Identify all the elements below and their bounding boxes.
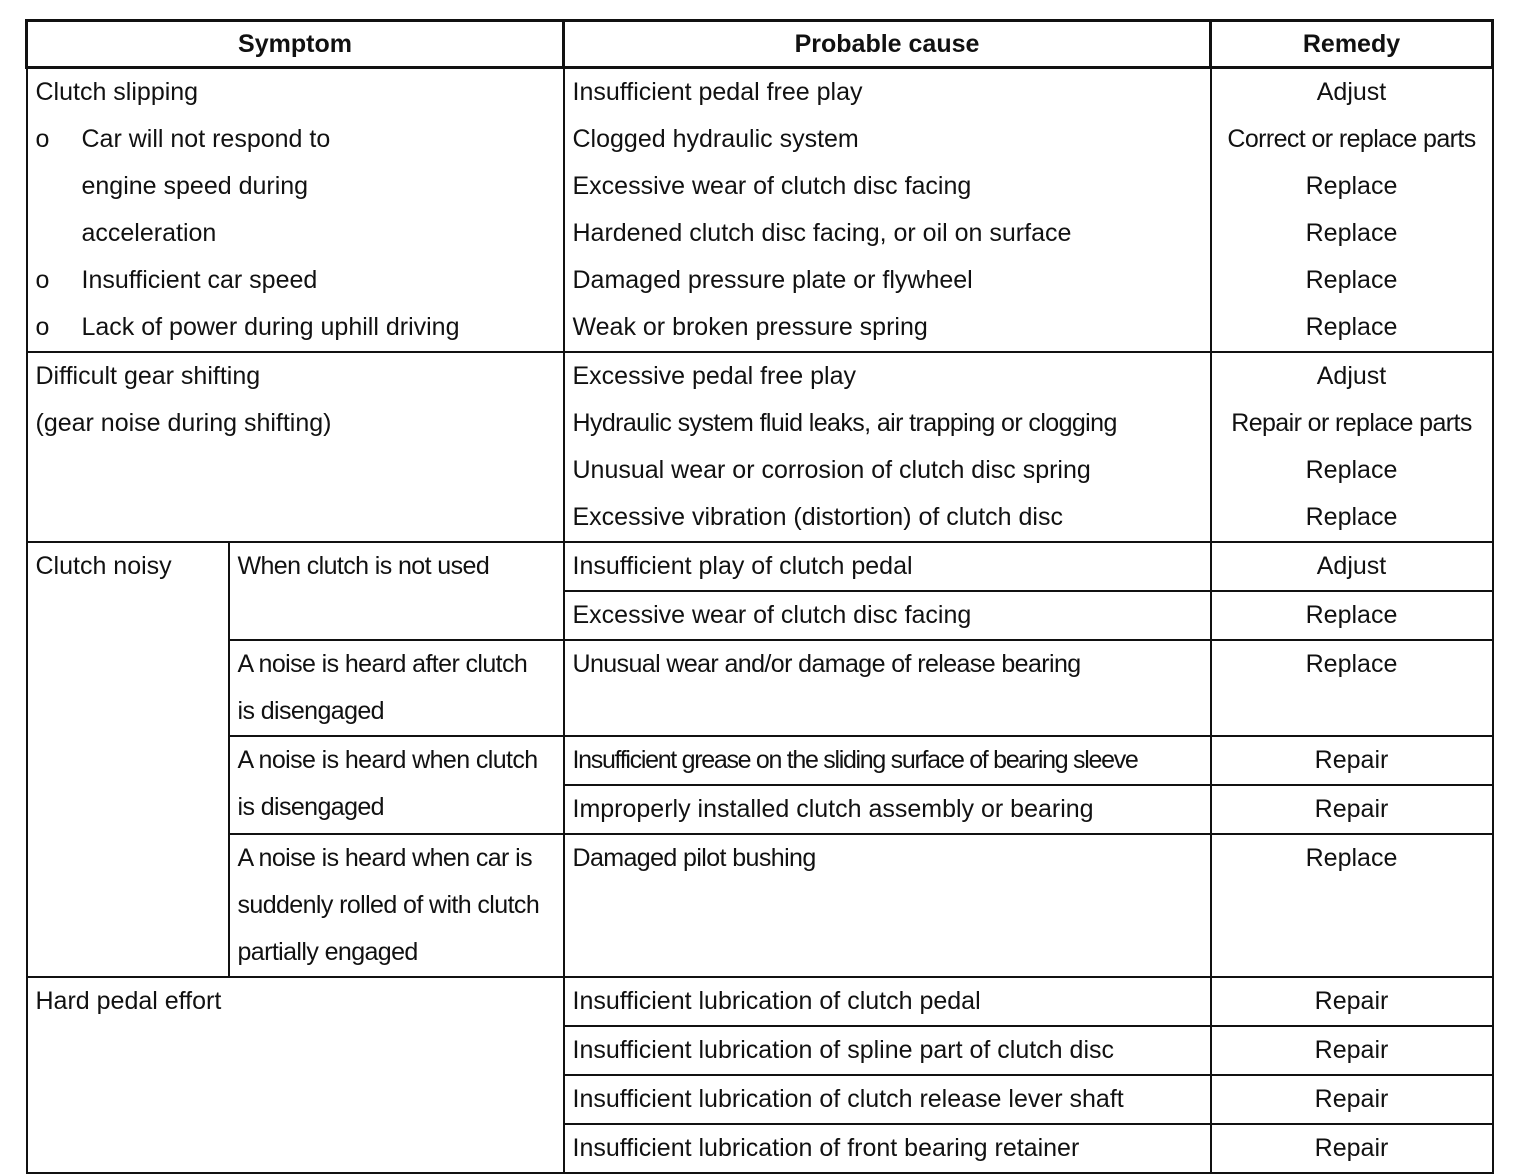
troubleshooting-table: [25, 19, 1494, 1174]
header-remedy: Remedy: [1211, 21, 1493, 68]
symptom-bullet: [36, 304, 555, 351]
cause-cell: Clogged hydraulic system: [564, 116, 1211, 163]
remedy-cell: Replace: [1211, 640, 1493, 736]
symptom-title: Hard pedal effort: [35, 987, 222, 1015]
remedy-cell: Replace: [1211, 494, 1493, 542]
symptom-bullet: [36, 257, 555, 304]
remedy-cell: Replace: [1211, 834, 1493, 977]
cause-cell: Insufficient lubrication of spline part of clutch disc: [564, 1026, 1211, 1075]
condition-text: When clutch is not used: [237, 552, 490, 580]
remedy-cell: Replace: [1211, 447, 1493, 494]
remedy-cell: Replace: [1211, 257, 1493, 304]
remedy-cell: Replace: [1211, 163, 1493, 210]
remedy-cell: Repair: [1211, 1124, 1493, 1173]
cause-cell: Insufficient lubrication of front bearing retainer: [564, 1124, 1211, 1173]
cause-cell: Excessive wear of clutch disc facing: [564, 163, 1211, 210]
remedy-cell: Replace: [1211, 304, 1493, 352]
table-row: [27, 834, 1493, 977]
remedy-cell: Adjust: [1211, 542, 1493, 591]
symptom-title: Clutch slipping: [35, 78, 199, 106]
remedy-cell: Repair: [1211, 977, 1493, 1026]
cause-cell: Insufficient lubrication of clutch release lever shaft: [564, 1075, 1211, 1124]
condition-cell: [229, 640, 564, 736]
cause-cell: Insufficient pedal free play: [564, 68, 1211, 117]
header-symptom: Symptom: [27, 21, 564, 68]
table-row: [27, 68, 1493, 117]
bullet-text: Car will not respond to: [81, 125, 331, 153]
remedy-cell: Repair: [1211, 785, 1493, 834]
table-row: [27, 977, 1493, 1026]
symptom-bullet: [36, 116, 555, 163]
bullet-text: Lack of power during uphill driving: [81, 313, 460, 341]
remedy-cell: Repair: [1211, 1026, 1493, 1075]
symptom-cell-clutch-slipping: [27, 68, 564, 353]
symptom-title: Clutch noisy: [35, 552, 172, 580]
symptom-title: Difficult gear shifting: [35, 362, 261, 390]
symptom-cell-clutch-noisy: [27, 542, 229, 977]
condition-text: suddenly rolled of with clutch: [237, 891, 540, 919]
condition-text: A noise is heard when car is: [237, 844, 532, 872]
cause-cell: Excessive wear of clutch disc facing: [564, 591, 1211, 640]
cause-cell: Weak or broken pressure spring: [564, 304, 1211, 352]
bullet-text: Insufficient car speed: [81, 266, 318, 294]
condition-cell: [229, 736, 564, 834]
cause-cell: Damaged pressure plate or flywheel: [564, 257, 1211, 304]
bullet-mark: o: [35, 125, 50, 153]
symptom-cell-hard-pedal-effort: [27, 977, 564, 1173]
table-row: [27, 640, 1493, 736]
header-probable-cause: Probable cause: [564, 21, 1211, 68]
cause-cell: Insufficient lubrication of clutch pedal: [564, 977, 1211, 1026]
condition-text: A noise is heard when clutch: [237, 746, 538, 774]
bullet-text-continued: acceleration: [81, 219, 217, 247]
cause-cell: Unusual wear or corrosion of clutch disc spring: [564, 447, 1211, 494]
table-row: [27, 542, 1493, 591]
remedy-cell: Adjust: [1211, 352, 1493, 400]
remedy-cell: Replace: [1211, 591, 1493, 640]
condition-cell: [229, 834, 564, 977]
bullet-mark: o: [35, 266, 50, 294]
condition-text: is disengaged: [237, 697, 384, 725]
remedy-cell: Repair or replace parts: [1211, 400, 1493, 447]
remedy-cell: Repair: [1211, 1075, 1493, 1124]
cause-cell: Unusual wear and/or damage of release bearing: [564, 640, 1211, 736]
condition-cell: [229, 542, 564, 640]
table-row: [27, 736, 1493, 785]
header-row: [27, 21, 1493, 68]
symptom-subtitle: (gear noise during shifting): [35, 409, 332, 437]
cause-cell: Insufficient grease on the sliding surface of bearing sleeve: [564, 736, 1211, 785]
cause-cell: Hardened clutch disc facing, or oil on surface: [564, 210, 1211, 257]
cause-cell: Excessive vibration (distortion) of clutch disc: [564, 494, 1211, 542]
cause-cell: Hydraulic system fluid leaks, air trapping or clogging: [564, 400, 1211, 447]
bullet-mark: o: [35, 313, 50, 341]
cause-cell: Insufficient play of clutch pedal: [564, 542, 1211, 591]
remedy-cell: Correct or replace parts: [1211, 116, 1493, 163]
condition-text: A noise is heard after clutch: [237, 650, 528, 678]
remedy-cell: Adjust: [1211, 68, 1493, 117]
table-row: [27, 352, 1493, 400]
bullet-text-continued: engine speed during: [81, 172, 309, 200]
symptom-cell-difficult-gear-shifting: [27, 352, 564, 542]
cause-cell: Damaged pilot bushing: [564, 834, 1211, 977]
remedy-cell: Repair: [1211, 736, 1493, 785]
cause-cell: Improperly installed clutch assembly or bearing: [564, 785, 1211, 834]
condition-text: is disengaged: [237, 793, 384, 821]
condition-text: partially engaged: [237, 938, 418, 966]
cause-cell: Excessive pedal free play: [564, 352, 1211, 400]
remedy-cell: Replace: [1211, 210, 1493, 257]
